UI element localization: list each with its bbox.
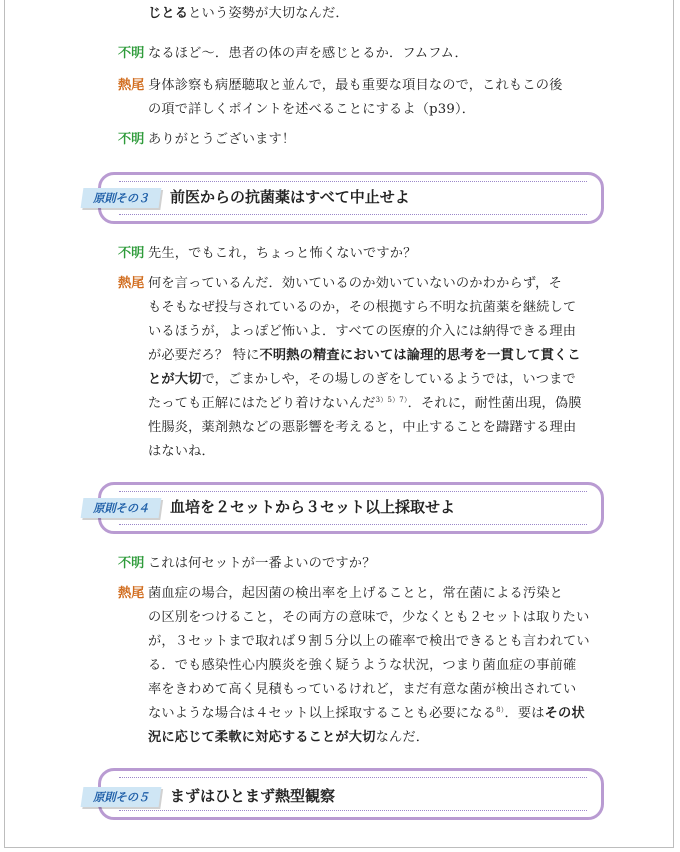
dialog-line: 身体診察も病歴聴取と並んで，最も重要な項目なので，これもこの後: [148, 78, 563, 93]
principle-tag: 原則その４: [81, 498, 162, 518]
dotted-rule: [119, 524, 587, 525]
dialog-line: が，３セットまで取れば９割５分以上の確率で検出できるとも言われてい: [148, 634, 590, 649]
speaker-fumei: 不明: [118, 132, 145, 147]
speaker-netsuo: 熱尾: [118, 276, 145, 291]
dialog-line: なるほど〜．患者の体の声を感じとるか．フムフム．: [148, 46, 468, 61]
principle-title: 血培を２セットから３セット以上採取せよ: [170, 498, 456, 516]
dialog-line: はないね．: [148, 444, 215, 459]
dialog-line: の区別をつけること，その両方の意味で，少なくとも２セットは取りたい: [148, 610, 590, 625]
dotted-rule: [119, 181, 587, 182]
citation: 3）5）7）: [375, 396, 408, 404]
dialog-line: の項で詳しくポイントを述べることにするよ（p39）．: [148, 102, 476, 117]
speaker-netsuo: 熱尾: [118, 78, 145, 93]
dialog-line: 況に応じて柔軟に対応することが大切なんだ．: [148, 730, 430, 745]
dialog-line: 何を言っているんだ．効いているのか効いていないのかわからず，そ: [148, 276, 562, 291]
speaker-fumei: 不明: [118, 246, 145, 261]
speaker-fumei: 不明: [118, 556, 145, 571]
principle-title: 前医からの抗菌薬はすべて中止せよ: [170, 188, 410, 206]
dialog-line: いるほうが，よっぽど怖いよ．すべての医療的介入には納得できる理由: [148, 324, 577, 339]
citation: 8）: [496, 706, 505, 714]
dialog-line: が必要だろ？ 特に不明熱の精査においては論理的思考を一貫して貫くこ: [148, 348, 581, 363]
dialog-line: もそもなぜ投与されているのか，その根拠すら不明な抗菌薬を継続して: [148, 300, 577, 315]
dialog-line: 性腸炎，薬剤熱などの悪影響を考えると，中止することを躊躇する理由: [148, 420, 577, 435]
dialog-line: 先生，でもこれ，ちょっと怖くないですか？: [148, 246, 417, 261]
speaker-netsuo: 熱尾: [118, 586, 145, 601]
dialog-line: ありがとうございます！: [148, 132, 296, 147]
principle-tag: 原則その３: [81, 188, 162, 208]
dotted-rule: [119, 491, 587, 492]
dotted-rule: [119, 214, 587, 215]
dialog-line: る．でも感染性心内膜炎を強く疑うような状況，つまり菌血症の事前確: [148, 658, 577, 673]
dialog-line: とが大切で，ごまかしや，その場しのぎをしているようでは，いつまで: [148, 372, 576, 387]
principle-title: まずはひとまず熱型観察: [170, 787, 336, 805]
dialog-line: たっても正解にはたどり着けないんだ$^{3)5)7)}$．それに，耐性菌出現，偽膜: [148, 396, 582, 411]
dotted-rule: [119, 810, 587, 811]
dotted-rule: [119, 777, 587, 778]
dialog-line: 率をきわめて高く見積もっているけれど，まだ有意な菌が検出されてい: [148, 682, 577, 697]
speaker-fumei: 不明: [118, 46, 145, 61]
intro-line: じとるという姿勢が大切なんだ．: [148, 6, 349, 21]
dialog-line: これは何セットが一番よいのですか？: [148, 556, 376, 571]
dialog-line: 菌血症の場合，起因菌の検出率を上げることと，常在菌による汚染と: [148, 586, 564, 601]
principle-tag: 原則その５: [81, 787, 162, 807]
dialog-line: ないような場合は４セット以上採取することも必要になる$^{8)}$．要はその状: [148, 706, 585, 721]
